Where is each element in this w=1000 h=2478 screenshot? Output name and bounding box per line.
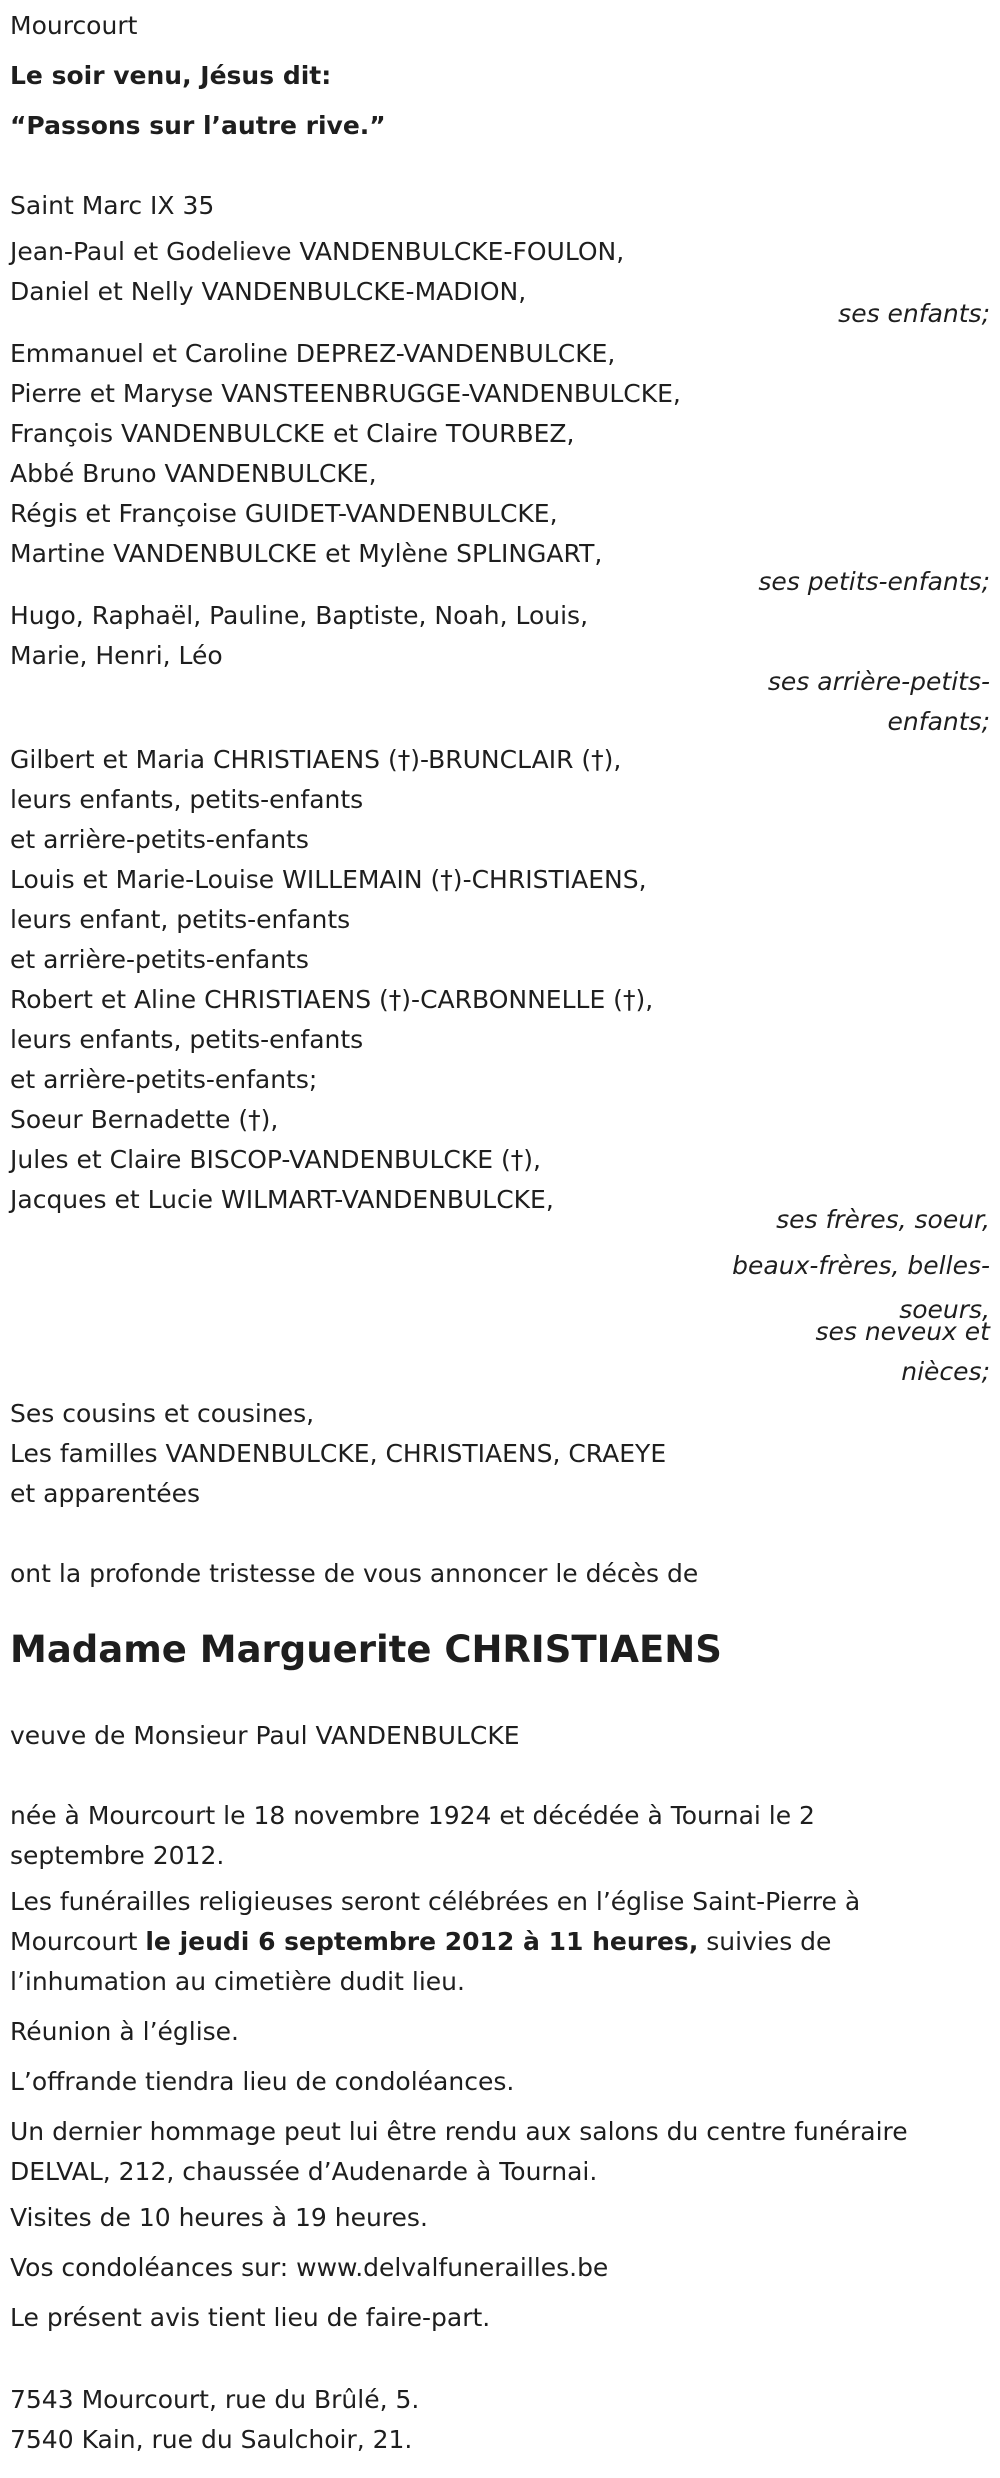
birth-death-line-1: née à Mourcourt le 18 novembre 1924 et décédée à Tournai le 2 xyxy=(10,1801,815,1830)
list-item: Ses cousins et cousines, xyxy=(10,1399,315,1428)
children-label: ses enfants; xyxy=(838,299,990,328)
great-grandchildren-label-2: enfants; xyxy=(887,707,990,736)
children-list xyxy=(10,232,970,312)
list-item: François VANDENBULCKE et Claire TOURBEZ, xyxy=(10,419,575,448)
families-list xyxy=(10,1394,970,1514)
list-item: Pierre et Maryse VANSTEENBRUGGE-VANDENBULCKE, xyxy=(10,379,681,408)
verse-line-1: Le soir venu, Jésus dit: xyxy=(10,61,332,90)
birth-death-line-2: septembre 2012. xyxy=(10,1841,225,1870)
list-item: Jules et Claire BISCOP-VANDENBULCKE (†), xyxy=(10,1145,541,1174)
funeral-date: le jeudi 6 septembre 2012 à 11 heures, xyxy=(145,1927,699,1956)
list-item: Marie, Henri, Léo xyxy=(10,641,223,670)
condolences-text xyxy=(10,2248,608,2288)
list-item: et arrière-petits-enfants xyxy=(10,825,309,854)
list-item: Daniel et Nelly VANDENBULCKE-MADION, xyxy=(10,277,527,306)
list-item: Robert et Aline CHRISTIAENS (†)-CARBONNELLE (†), xyxy=(10,985,654,1014)
nephews-label-2: nièces; xyxy=(901,1357,990,1386)
list-item: Abbé Bruno VANDENBULCKE, xyxy=(10,459,377,488)
address-line: 7543 Mourcourt, rue du Brûlé, 5. xyxy=(10,2385,420,2414)
verse-line-2: “Passons sur l’autre rive.” xyxy=(10,111,386,140)
list-item: et arrière-petits-enfants xyxy=(10,945,309,974)
list-item: leurs enfants, petits-enfants xyxy=(10,1025,364,1054)
siblings-list xyxy=(10,740,970,1220)
funeral-line-2 xyxy=(10,1922,970,1962)
spouse-text: veuve de Monsieur Paul VANDENBULCKE xyxy=(10,1721,520,1750)
great-grandchildren-label-1: ses arrière-petits- xyxy=(767,667,990,696)
reunion-text: Réunion à l’église. xyxy=(10,2017,240,2046)
notice-text: Le présent avis tient lieu de faire-part. xyxy=(10,2303,491,2332)
verse-reference: Saint Marc IX 35 xyxy=(10,191,215,220)
list-item: Martine VANDENBULCKE et Mylène SPLINGART, xyxy=(10,539,603,568)
details-block xyxy=(10,1796,970,1876)
funeral-line-3: l’inhumation au cimetière dudit lieu. xyxy=(10,1967,465,1996)
place-name: Mourcourt xyxy=(10,11,138,40)
list-item: et arrière-petits-enfants; xyxy=(10,1065,318,1094)
list-item: Hugo, Raphaël, Pauline, Baptiste, Noah, Louis, xyxy=(10,601,589,630)
list-item: et apparentées xyxy=(10,1479,201,1508)
offering-text: L’offrande tiendra lieu de condoléances. xyxy=(10,2067,515,2096)
grandchildren-label: ses petits-enfants; xyxy=(758,567,990,596)
homage-line-1: Un dernier hommage peut lui être rendu aux salons du centre funéraire xyxy=(10,2117,908,2146)
list-item: Gilbert et Maria CHRISTIAENS (†)-BRUNCLAIR (†), xyxy=(10,745,622,774)
list-item: Louis et Marie-Louise WILLEMAIN (†)-CHRISTIAENS, xyxy=(10,865,647,894)
siblings-label-1: ses frères, soeur, xyxy=(776,1205,990,1234)
visits-text: Visites de 10 heures à 19 heures. xyxy=(10,2203,428,2232)
list-item: Jacques et Lucie WILMART-VANDENBULCKE, xyxy=(10,1185,554,1214)
funeral-block xyxy=(10,1882,970,2002)
address-line: 7540 Kain, rue du Saulchoir, 21. xyxy=(10,2425,413,2454)
condolences-prefix: Vos condoléances sur: xyxy=(10,2253,297,2282)
homage-block xyxy=(10,2112,970,2192)
condolences-link[interactable]: www.delvalfunerailles.be xyxy=(296,2253,609,2282)
grandchildren-list xyxy=(10,334,970,574)
addresses-block xyxy=(10,2380,970,2460)
homage-line-2: DELVAL, 212, chaussée d’Audenarde à Tournai. xyxy=(10,2157,598,2186)
list-item: Soeur Bernadette (†), xyxy=(10,1105,279,1134)
list-item: Les familles VANDENBULCKE, CHRISTIAENS, CRAEYE xyxy=(10,1439,667,1468)
funeral-line-1: Les funérailles religieuses seront célébrées en l’église Saint-Pierre à xyxy=(10,1887,861,1916)
list-item: Régis et Françoise GUIDET-VANDENBULCKE, xyxy=(10,499,558,528)
list-item: leurs enfants, petits-enfants xyxy=(10,785,364,814)
funeral-place: Mourcourt xyxy=(10,1927,146,1956)
siblings-label-3: soeurs, xyxy=(899,1295,990,1324)
list-item: Jean-Paul et Godelieve VANDENBULCKE-FOULON, xyxy=(10,237,625,266)
nephews-label-1: ses neveux et xyxy=(815,1317,990,1346)
siblings-label-2: beaux-frères, belles- xyxy=(732,1251,990,1280)
announcement-text: ont la profonde tristesse de vous annoncer le décès de xyxy=(10,1559,699,1588)
deceased-name: Madame Marguerite CHRISTIAENS xyxy=(10,1628,722,1671)
list-item: Emmanuel et Caroline DEPREZ-VANDENBULCKE, xyxy=(10,339,616,368)
list-item: leurs enfant, petits-enfants xyxy=(10,905,351,934)
funeral-followup: suivies de xyxy=(698,1927,832,1956)
